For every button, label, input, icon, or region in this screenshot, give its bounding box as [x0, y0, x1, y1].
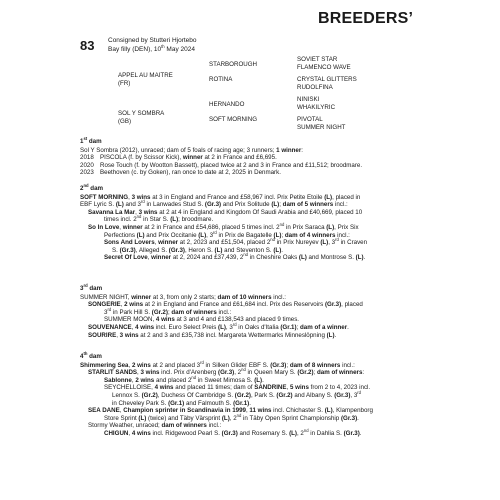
- lot-number: 83: [80, 38, 95, 53]
- ped-dam-sire: HERNANDO: [209, 101, 245, 108]
- consignor: Consigned by Stutteri Hjortebo: [108, 37, 197, 44]
- ped-sire-country: (FR): [118, 80, 131, 87]
- ped-sdd: RUDOLFINA: [297, 84, 333, 91]
- second-dam-section: [80, 182, 432, 262]
- dam-line: Stormy Weather, unraced; dam of winners incl.:: [88, 422, 222, 430]
- dam-line: Savanna La Mar, 3 wins at 2 at 4 in England and Kingdom Of Saudi Arabia and £40,669, placed 10: [88, 208, 363, 216]
- dam-line: Sons And Lovers, winner at 2, 2023 and £51,504, placed 2nd in Prix Nureyev (L), 3rd in Craven: [104, 237, 368, 247]
- ped-dds: PIVOTAL: [297, 116, 323, 123]
- dam-line: SOUVENANCE, 4 wins incl. Euro Select Preis (L), 3rd in Oaks d'Italia (Gr.1); dam of a winner.: [88, 321, 349, 331]
- section-heading: 2nd dam: [80, 182, 104, 192]
- dam-line: SEYCHELLOISE, 4 wins and placed 11 times; dam of SANDRINE, 5 wins from 2 to 4, 2023 incl.: [104, 384, 371, 392]
- dam-line: Lennox S. (Gr.2), Duchess Of Cambridge S. (Gr.2), Park S. (Gr.2) and Albany S. (Gr.3), 3rd: [112, 389, 362, 399]
- foal-row: 2018 PISCOLA (f. by Scissor Kick), winner at 2 in France and £6,695.: [80, 154, 277, 162]
- lot-header: [108, 37, 197, 54]
- first-dam-section: [80, 135, 432, 177]
- ped-ssd: FLAMENCO WAVE: [297, 64, 351, 71]
- dam-line: Store Sprint (L) (twice) and Täby Värsprint (L), 2nd in Täby Open Sprint Championship (Gr.3).: [104, 412, 359, 422]
- dam-line: SONGERIE, 2 wins at 2 in England and France and £61,684 incl. Prix des Reservoirs (Gr.3), placed: [88, 301, 363, 309]
- dam-line: Perfections (L) and Prix Occitanie (L), 3rd in Prix de Bagatelle (L); dam of 4 winners incl.:: [104, 229, 350, 239]
- ped-ddd: SUMMER NIGHT: [297, 124, 346, 131]
- dam-line: SOURIRE, 3 wins at 2 and 3 and £35,738 incl. Margareta Wettermarks Minneslöpning (L).: [88, 331, 337, 339]
- first-dam-intro: Sol Y Sombra (2012), unraced; dam of 5 foals of racing age; 3 runners; 1 winner:: [80, 146, 304, 154]
- dam-line: Shimmering Sea, 2 wins at 2 and placed 3rd in Silken Glider EBF S. (Gr.3); dam of 8 winners incl.:: [80, 359, 355, 369]
- dam-line: SUMMER NIGHT, winner at 3, from only 2 starts; dam of 10 winners incl.:: [80, 293, 286, 301]
- foal-row: 2023 Beethoven (c. by Goken), ran once to date at 2, 2025 in Denmark.: [80, 169, 281, 177]
- ped-dam: SOL Y SOMBRA: [118, 110, 165, 117]
- ped-sire: APPEL AU MAITRE: [118, 72, 173, 79]
- dam-line: in Cheveley Park S. (Gr.1) and Falmouth S. (Gr.1).: [112, 399, 251, 407]
- dam-line: times incl. 2nd in Star S. (L); broodmare.: [104, 214, 214, 224]
- ped-sire-dam: ROTINA: [209, 76, 233, 83]
- lot-description: Bay filly (DEN), 10th May 2024: [108, 43, 195, 53]
- ped-dsd: WHAKILYRIC: [297, 104, 336, 111]
- dam-line: Sablonne, 2 wins and placed 2nd in Sweet Mimosa S. (L).: [104, 374, 264, 384]
- section-heading: 1st dam: [80, 135, 102, 145]
- dam-line: Secret Of Love, winner at 2, 2024 and £37,439, 2nd in Cheshire Oaks (L) and Montrose S. (L).: [104, 252, 366, 262]
- ped-sss: SOVIET STAR: [297, 56, 338, 63]
- section-heading: 3rd dam: [80, 282, 103, 292]
- third-dam-section: [80, 282, 432, 339]
- ped-sds: CRYSTAL GLITTERS: [297, 76, 357, 83]
- section-heading: 4th dam: [80, 350, 102, 360]
- ped-sire-sire: STARBOROUGH: [209, 61, 258, 68]
- dam-line: S. (Gr.3), Alleged S. (Gr.3), Heron S. (L) and Steventon S. (L).: [112, 246, 283, 254]
- dam-line: EBF Lyric S. (L) and 3rd in Lanwades Stud S. (Gr.3) and Prix Solitude (L); dam of 5 winners incl.:: [80, 199, 348, 209]
- dam-line: 3rd in Park Hill S. (Gr.2); dam of winners incl.:: [104, 306, 232, 316]
- ped-dam-dam: SOFT MORNING: [209, 116, 258, 123]
- fourth-dam-section: [80, 350, 432, 438]
- dam-line: SUMMER MOON, 4 wins at 3 and 4 and £138,543 and placed 9 times.: [104, 316, 300, 324]
- dam-line: STARLIT SANDS, 3 wins incl. Prix d'Arenberg (Gr.3), 2nd in Queen Mary S. (Gr.2); dam of winners:: [88, 367, 365, 377]
- dam-line: CHIGUN, 4 wins incl. Ridgewood Pearl S. (Gr.3) and Rosemary S. (L), 2nd in Dahlia S. (Gr.3).: [104, 427, 362, 437]
- ped-dam-country: (GB): [118, 118, 132, 125]
- ped-dss: NINISKI: [297, 96, 320, 103]
- dam-line: SOFT MORNING, 3 wins at 3 in England and France and £58,967 incl. Prix Petite Etoile (L), placed in: [80, 193, 361, 201]
- foal-row: 2020 Rose Touch (f. by Wootton Bassett), placed twice at 2 and 3 in France and £11,512; broodmare.: [80, 161, 363, 169]
- dam-line: So In Love, winner at 2 in France and £54,686, placed 5 times incl. 2nd in Prix Saraca (L), Prix Six: [88, 221, 359, 231]
- brand-logo: BREEDERS’: [318, 10, 414, 27]
- dam-line: SEA DANE, Champion sprinter in Scandinavia in 1999, 11 wins incl. Chichaster S. (L), Klampenborg: [88, 407, 373, 415]
